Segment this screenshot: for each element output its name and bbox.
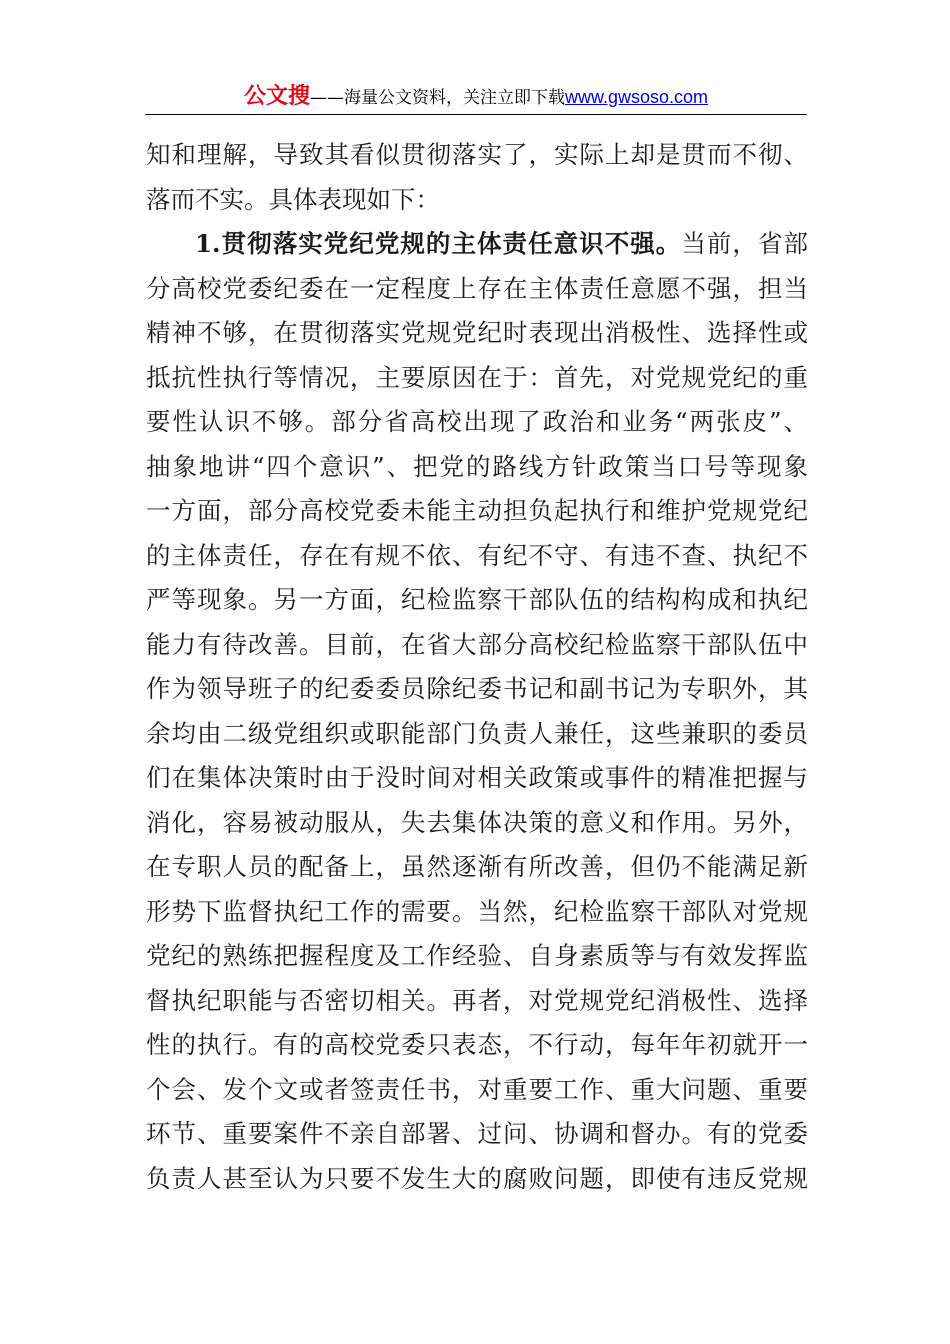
header-tagline: ——海量公文资料，关注立即下载 <box>309 88 565 108</box>
website-link[interactable]: www.gwsoso.com <box>564 87 709 107</box>
page-header <box>145 80 807 115</box>
body-line: 余均由二级党组织或职能部门负责人兼任，这些兼职的委员 <box>146 718 808 748</box>
body-line: 严等现象。另一方面，纪检监察干部队伍的结构构成和执纪 <box>146 585 808 614</box>
brand-logo-text: 公文搜 <box>243 84 310 109</box>
body-line: 性的执行。有的高校党委只表态，不行动，每年年初就开一 <box>146 1030 808 1059</box>
body-line: 知和理解，导致其看似贯彻落实了，实际上却是贯而不彻、 <box>146 140 808 169</box>
body-line: 督执纪职能与否密切相关。再者，对党规党纪消极性、选择 <box>146 985 808 1015</box>
body-line: 消化，容易被动服从，失去集体决策的意义和作用。另外， <box>146 807 808 837</box>
body-line: 形势下监督执纪工作的需要。当然，纪检监察干部队对党规 <box>146 896 808 926</box>
body-line: 们在集体决策时由于没时间对相关政策或事件的精准把握与 <box>146 763 808 792</box>
section-heading: 1.贯彻落实党纪党规的主体责任意识不强。 <box>195 229 682 258</box>
section-heading-line <box>146 222 808 267</box>
body-line: 一方面，部分高校党委未能主动担负起执行和维护党规党纪 <box>146 496 808 525</box>
body-line: 落而不实。具体表现如下： <box>146 184 440 214</box>
body-line: 分高校党委纪委在一定程度上存在主体责任意愿不强，担当 <box>146 273 808 303</box>
body-line: 负责人甚至认为只要不发生大的腐败问题，即使有违反党规 <box>146 1163 808 1193</box>
body-line: 作为领导班子的纪委委员除纪委书记和副书记为专职外，其 <box>146 674 808 703</box>
body-line: 能力有待改善。目前，在省大部分高校纪检监察干部队伍中 <box>146 629 808 659</box>
body-line: 要性认识不够。部分省高校出现了政治和业务“两张皮”、 <box>146 407 808 436</box>
body-line: 的主体责任，存在有规不依、有纪不守、有违不查、执纪不 <box>146 540 808 570</box>
body-line: 精神不够，在贯彻落实党规党纪时表现出消极性、选择性或 <box>146 318 808 347</box>
body-line: 个会、发个文或者签责任书，对重要工作、重大问题、重要 <box>146 1074 808 1104</box>
body-line: 党纪的熟练把握程度及工作经验、自身素质等与有效发挥监 <box>146 941 808 970</box>
body-line: 在专职人员的配备上，虽然逐渐有所改善，但仍不能满足新 <box>146 852 808 881</box>
body-line: 抽象地讲“四个意识”、把党的路线方针政策当口号等现象 <box>146 451 808 481</box>
document-body <box>146 133 808 1201</box>
body-line: 抵抗性执行等情况，主要原因在于：首先，对党规党纪的重 <box>146 362 808 392</box>
body-line: 环节、重要案件不亲自部署、过问、协调和督办。有的党委 <box>146 1119 808 1148</box>
heading-continuation: 当前，省部 <box>681 229 809 258</box>
